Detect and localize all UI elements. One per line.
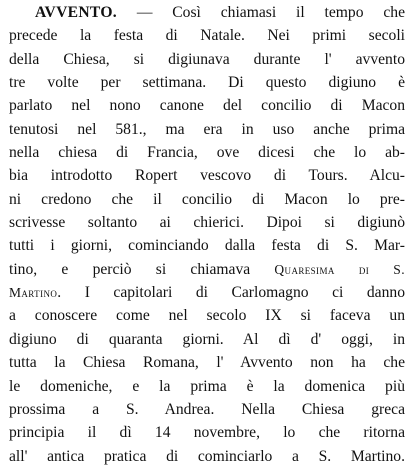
body-text: prossima a S. Andrea. Nella Chiesa greca xyxy=(9,400,405,418)
body-text: ni credono che il concilio di Macon lo pre- xyxy=(9,190,405,208)
text-line xyxy=(9,71,405,94)
text-line xyxy=(9,351,405,374)
body-text: precede la festa di Natale. Nei primi secoli xyxy=(9,27,405,45)
body-text: a conoscere come nel secolo IX si faceva un xyxy=(9,307,405,325)
body-text: parlato nel nono canone del concilio di Macon xyxy=(9,97,405,115)
smallcaps-term: Martino xyxy=(9,285,58,301)
body-text: tutti i giorni, cominciando dalla festa di S. Mar- xyxy=(9,237,405,255)
text-line xyxy=(9,94,405,117)
body-text: scrivesse soltanto ai chierici. Dipoi si digiunò xyxy=(9,214,405,232)
body-text: bia introdotto Ropert vescovo di Tours. Alcu- xyxy=(9,167,405,185)
text-line xyxy=(9,188,405,211)
body-text: nella chiesa di Francia, ove dicesi che lo ab- xyxy=(9,144,405,162)
smallcaps-term: Quaresima di S. xyxy=(274,261,405,277)
text-line xyxy=(9,24,405,47)
body-text: tino, e perciò si chiamava xyxy=(9,260,275,278)
text-line xyxy=(9,118,405,141)
text-line xyxy=(9,141,405,164)
body-text: . I capitolari di Carlomagno ci danno xyxy=(57,284,405,302)
text-line xyxy=(9,328,405,351)
body-text: principia il dì 14 novembre, lo che ritorna xyxy=(9,424,405,442)
text-line xyxy=(9,398,405,421)
text-line xyxy=(9,375,405,398)
text-line xyxy=(9,164,405,187)
text-line xyxy=(9,48,405,71)
text-line xyxy=(9,234,405,257)
text-line xyxy=(9,281,405,304)
body-text: della Chiesa, si digiunava durante l' avvento xyxy=(9,50,405,68)
dictionary-entry-avvento xyxy=(9,1,405,468)
text-line xyxy=(9,1,405,24)
body-text: digiuno di quaranta giorni. Al dì d' oggi, in xyxy=(9,330,405,348)
text-line xyxy=(9,304,405,327)
body-text: — Così chiamasi il tempo che xyxy=(116,4,405,21)
text-line xyxy=(9,445,405,468)
body-text: tre volte per settimana. Di questo digiuno è xyxy=(9,74,405,92)
text-line xyxy=(9,211,405,234)
body-text: le domeniche, e la prima è la domenica più xyxy=(9,377,405,395)
body-text: all' antica pratica di cominciarlo a S. Martino. xyxy=(9,447,405,465)
body-text: tutta la Chiesa Romana, l' Avvento non ha che xyxy=(9,354,405,372)
body-text: tenutosi nel 581., ma era in uso anche prima xyxy=(9,120,405,138)
entry-headword: AVVENTO. xyxy=(35,4,117,21)
text-line xyxy=(9,258,405,281)
text-line xyxy=(9,421,405,444)
